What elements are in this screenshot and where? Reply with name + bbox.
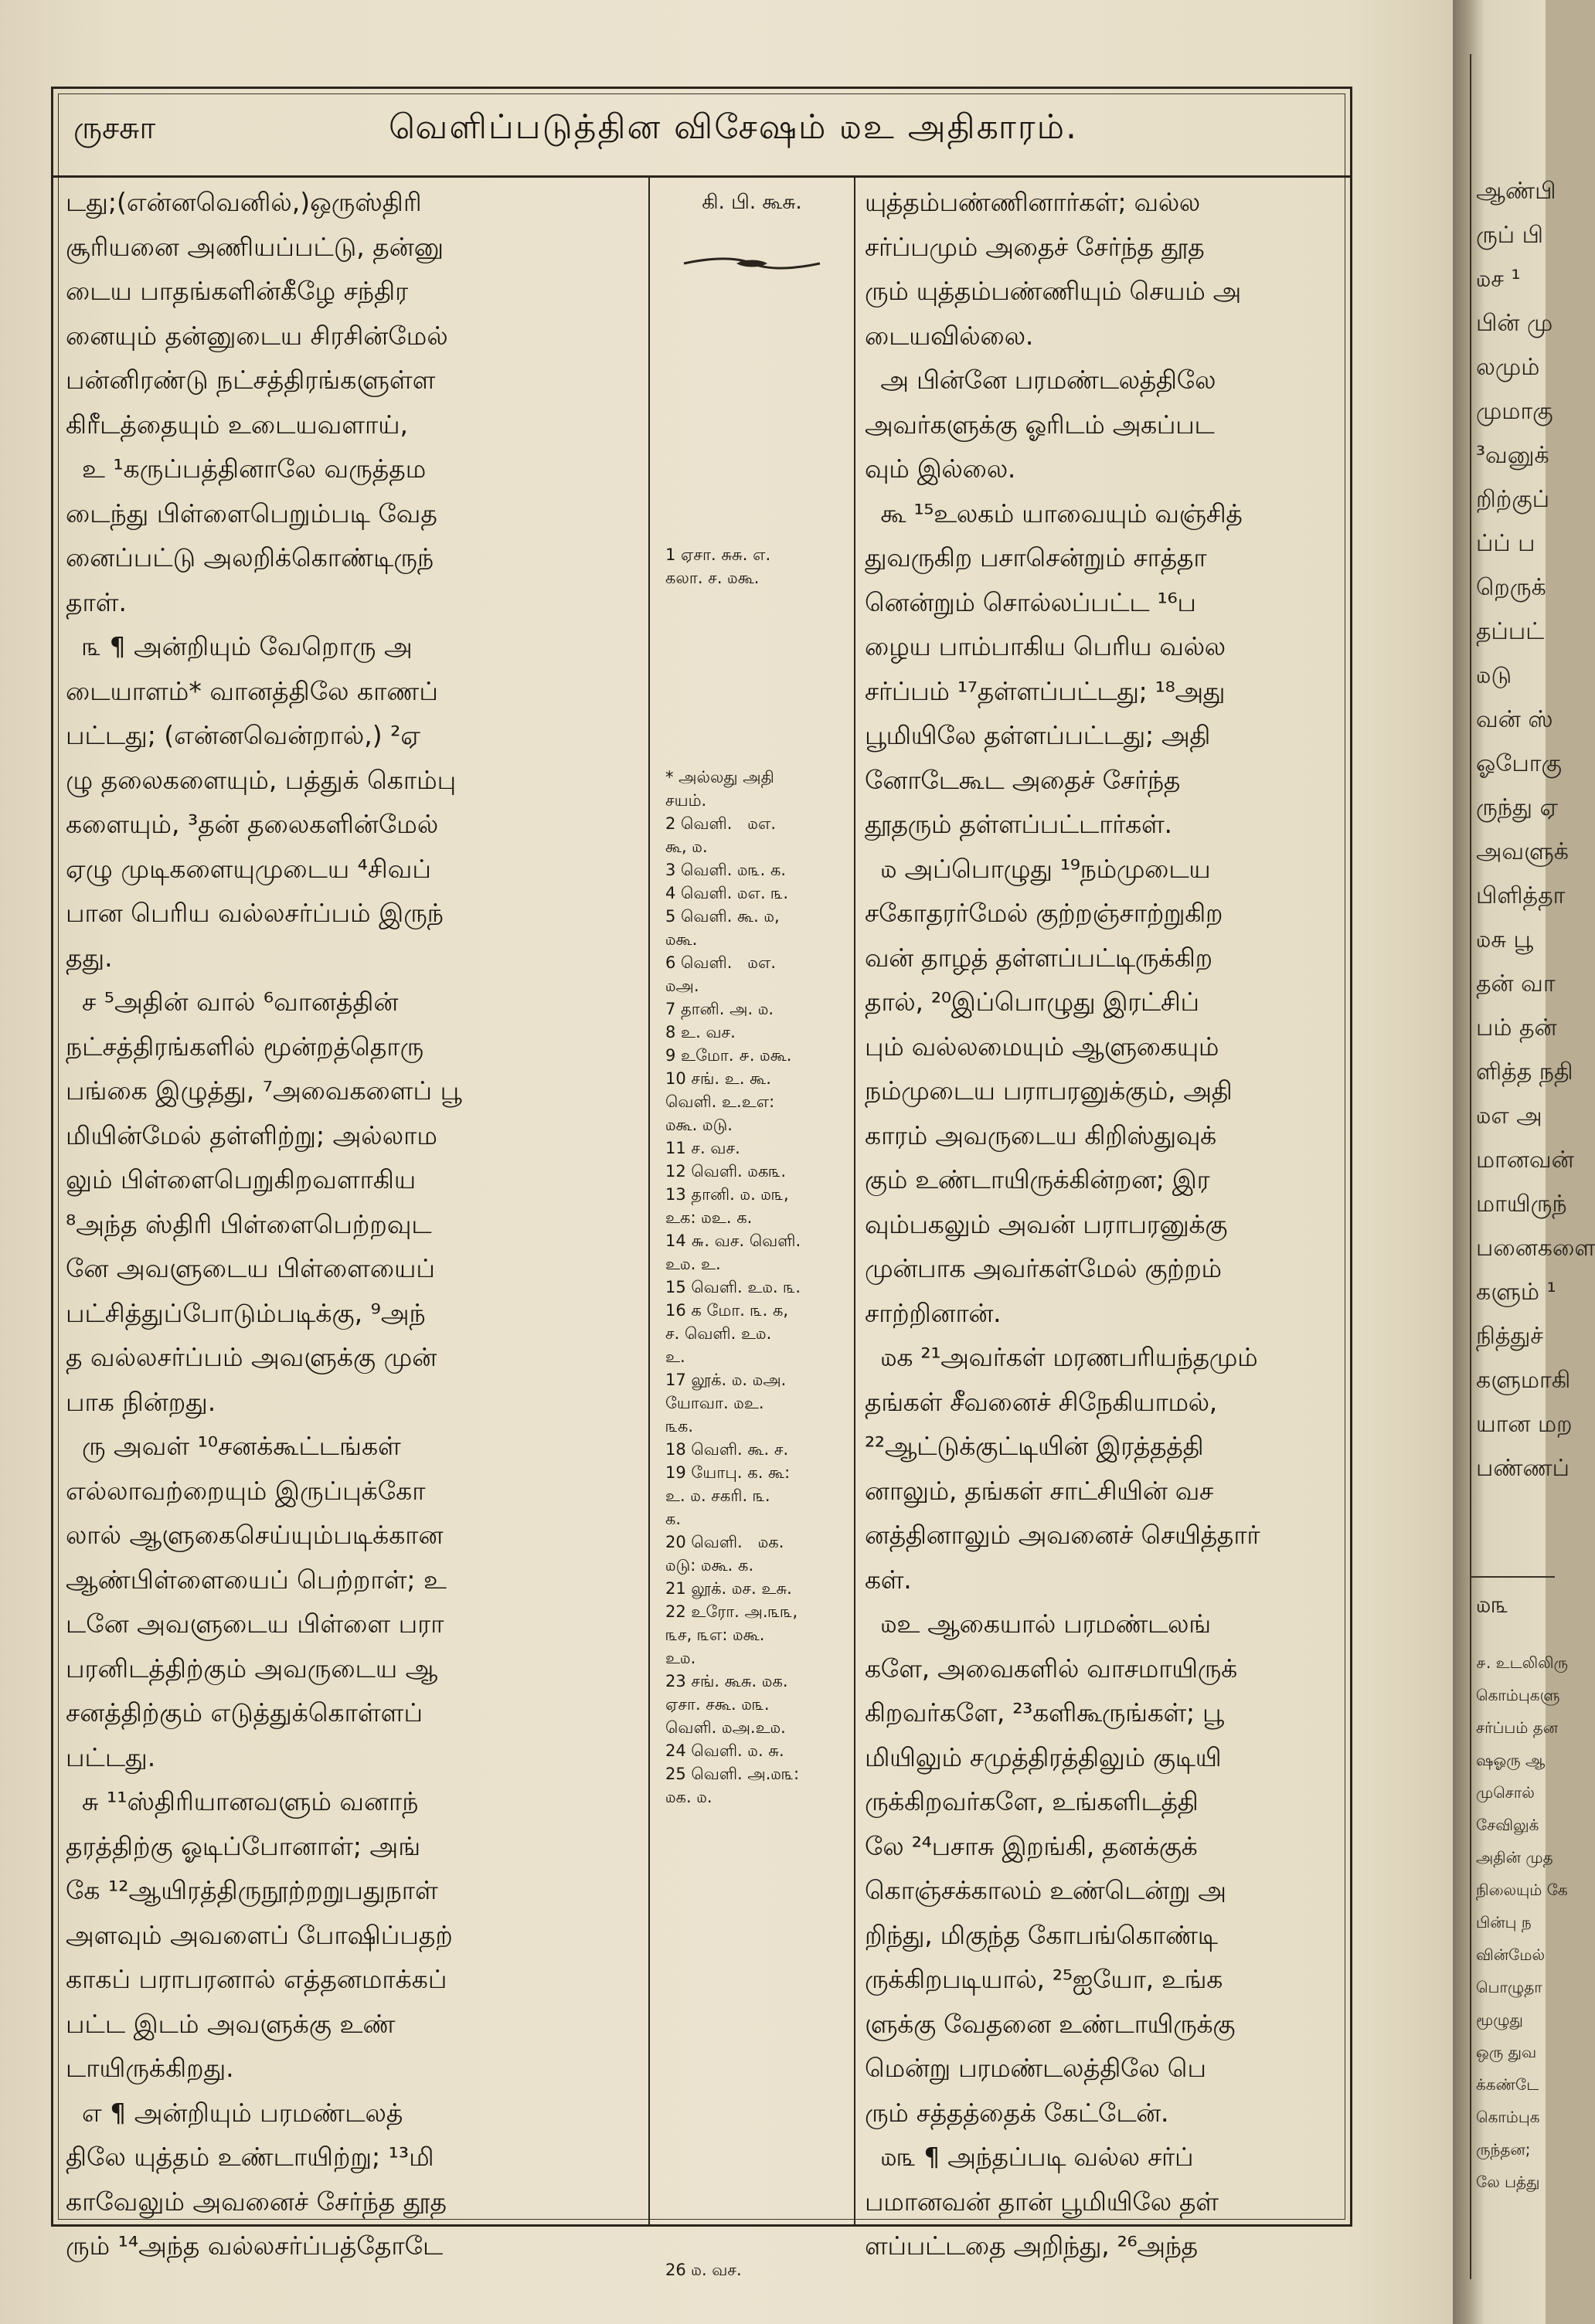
adjacent-page-fragment: பிளித்தா	[1476, 882, 1566, 909]
page-frame	[51, 87, 1352, 2279]
adjacent-page-fragment: றெருக்	[1476, 574, 1546, 601]
adjacent-page-fragment: வன் ஸ்	[1476, 706, 1553, 733]
adjacent-page-fragment: முமாகு	[1476, 398, 1553, 425]
adjacent-page-fragment: யான மற	[1476, 1411, 1573, 1438]
cross-reference-margin	[656, 180, 848, 2279]
adjacent-page-fragment: வின்மேல்	[1476, 1945, 1546, 1964]
adjacent-page-fragment: ளித்த நதி	[1476, 1058, 1573, 1086]
adjacent-page-fragment: கொம்புக	[1476, 2108, 1540, 2126]
column-rule-left	[648, 175, 650, 2224]
right-column-text: யுத்தம்பண்ணினார்கள்; வல்ல சர்ப்பமும் அதைச் சேர்ந்த தூத ரும் யுத்தம்பண்ணியும் செயம் அ டையவில்லை. அ பின்னே பரமண்டலத்திலே அவர்களுக்கு ஓரிடம் அகப்பட வும் இல்லை. கூ ¹⁵உலகம் யாவையும் வஞ்சித் துவருகிற பசாசென்றும் சாத்தா னென்றும் சொல்லப்பட்ட ¹⁶ப ழைய பாம்பாகிய பெரிய வல்ல சர்ப்பம் ¹⁷தள்ளப்பட்டது; ¹⁸அது பூமியிலே தள்ளப்பட்டது; அதி னோடேகூட அதைச் சேர்ந்த தூதரும் தள்ளப்பட்டார்கள். ௰ அப்பொழுது ¹⁹நம்முடைய சகோதரர்மேல் குற்றஞ்சாற்றுகிற வன் தாழத் தள்ளப்பட்டிருக்கிற தால், ²⁰இப்பொழுது இரட்சிப் பும் வல்லமையும் ஆளுகையும் நம்முடைய பராபரனுக்கும், அதி காரம் அவருடைய கிறிஸ்துவுக் கும் உண்டாயிருக்கின்றன; இர வும்பகலும் அவன் பராபரனுக்கு முன்பாக அவர்கள்மேல் குற்றம் சாற்றினான். ௰க ²¹அவர்கள் மரணபரியந்தமும் தங்கள் சீவனைச் சிநேகியாமல், ²²ஆட்டுக்குட்டியின் இரத்தத்தி னாலும், தங்கள் சாட்சியின் வச னத்தினாலும் அவனைச் செயித்தார் கள். ௰உ ஆகையால் பரமண்டலங் களே, அவைகளில் வாசமாயிருக் கிறவர்களே, ²³களிகூருங்கள்; பூ மியிலும் சமுத்திரத்திலும் குடியி ருக்கிறவர்களே, உங்களிடத்தி லே ²⁴பசாசு இறங்கி, தனக்குக் கொஞ்சக்காலம் உண்டென்று அ றிந்து, மிகுந்த கோபங்கொண்டி ருக்கிறபடியால், ²⁵ஐயோ, உங்க ளுக்கு வேதனை உண்டாயிருக்கு மென்று பரமண்டலத்திலே பெ ரும் சத்தத்தைக் கேட்டேன். ௰௩ ¶ அந்தப்படி வல்ல சர்ப் பமானவன் தான் பூமியிலே தள் ளப்பட்டதை அறிந்து, ²⁶அந்த	[865, 187, 1260, 2261]
adjacent-page-fragment: ³வனுக்	[1476, 442, 1549, 469]
margin-date-heading: கி. பி. கூசு.	[702, 191, 802, 214]
adjacent-page-fragment: ௪. உடலிலிரு	[1476, 1653, 1569, 1672]
adjacent-page-rule	[1470, 54, 1471, 2279]
running-header	[53, 89, 1350, 178]
adjacent-page-fragment: அவளுக்	[1476, 838, 1569, 865]
adjacent-page-fragment: ருப் பி	[1476, 222, 1544, 249]
margin-note-1: 1 ஏசா. சுசு. எ. கலா. ச. ௰கூ.	[665, 545, 771, 587]
page-number: ருசசுா	[73, 110, 156, 146]
adjacent-page-fragment: முசொல்	[1476, 1783, 1535, 1802]
adjacent-page-fragment: பனைகளை	[1476, 1235, 1595, 1262]
adjacent-page-fragment: நித்துச்	[1476, 1323, 1544, 1350]
running-title: வெளிப்படுத்தின விசேஷம் ௰உ அதிகாரம்.	[389, 107, 1078, 147]
adjacent-page-edge	[1453, 0, 1595, 2324]
adjacent-page-fragment: லமும்	[1476, 354, 1540, 381]
adjacent-page-fragment: அதின் முத	[1476, 1848, 1553, 1867]
adjacent-page-fragment: மூழுது	[1476, 2010, 1523, 2029]
adjacent-page-fragment: ௰டு	[1476, 662, 1512, 689]
adjacent-page-fragment: மானவன்	[1476, 1147, 1574, 1174]
adjacent-page-fragment: ப்ப் ப	[1476, 530, 1535, 557]
adjacent-page-fragment: பண்ணப்	[1476, 1455, 1569, 1482]
adjacent-page-fragment: சேவிலுக்	[1476, 1816, 1539, 1834]
adjacent-page-fragment: தன் வா	[1476, 970, 1556, 997]
adjacent-page-fragment: ௰சு பூ	[1476, 926, 1533, 953]
margin-note-3: 26 ௰. வச.	[665, 2261, 742, 2279]
adjacent-page-fragment: க்கண்டே	[1476, 2075, 1539, 2094]
adjacent-page-fragment: பொழுதா	[1476, 1978, 1542, 1996]
adjacent-page-fragment: பின் மு	[1476, 310, 1553, 337]
adjacent-page-fragment: நிலையும் கே	[1476, 1881, 1568, 1899]
adjacent-page-fragment: ௰௩	[1476, 1592, 1509, 1619]
adjacent-page-fragment: ருந்து ஏ	[1476, 794, 1558, 821]
column-rule-right	[854, 175, 855, 2224]
adjacent-page-fragment: பம் தன்	[1476, 1014, 1557, 1041]
adjacent-page-fragment: ௰எ அ	[1476, 1103, 1542, 1130]
adjacent-page-fragment: றிற்குப்	[1476, 486, 1550, 513]
left-text-column	[66, 180, 638, 2261]
adjacent-page-fragment: ஓபோகு	[1476, 750, 1562, 777]
ornament-flourish-icon	[682, 254, 821, 273]
adjacent-page-fragment: மாயிருந்	[1476, 1191, 1567, 1218]
adjacent-page-fragment: தப்பட்	[1476, 618, 1545, 645]
adjacent-page-fragment: களும் ¹	[1476, 1279, 1556, 1306]
left-column-text: டது;(என்னவெனில்,)ஒருஸ்திரி சூரியனை அணியப்பட்டு, தன்னு டைய பாதங்களின்கீழே சந்திர னையும் தன்னுடைய சிரசின்மேல் பன்னிரண்டு நட்சத்திரங்களுள்ள கிரீடத்தையும் உடையவளாய், உ ¹கருப்பத்தினாலே வருத்தம டைந்து பிள்ளைபெறும்படி வேத னைப்பட்டு அலறிக்கொண்டிருந் தாள். ௩ ¶ அன்றியும் வேறொரு அ டையாளம்* வானத்திலே காணப் பட்டது; (என்னவென்றால்,) ²ஏ ழு தலைகளையும், பத்துக் கொம்பு களையும், ³தன் தலைகளின்மேல் ஏழு முடிகளையுமுடைய ⁴சிவப் பான பெரிய வல்லசர்ப்பம் இருந் தது. ச ⁵அதின் வால் ⁶வானத்தின் நட்சத்திரங்களில் மூன்றத்தொரு பங்கை இழுத்து, ⁷அவைகளைப் பூ மியின்மேல் தள்ளிற்று; அல்லாம லும் பிள்ளைபெறுகிறவளாகிய ⁸அந்த ஸ்திரி பிள்ளைபெற்றவுட னே அவளுடைய பிள்ளையைப் பட்சித்துப்போடும்படிக்கு, ⁹அந் த வல்லசர்ப்பம் அவளுக்கு முன் பாக நின்றது. ரு அவள் ¹⁰சனக்கூட்டங்கள் எல்லாவற்றையும் இருப்புக்கோ லால் ஆளுகைசெய்யும்படிக்கான ஆண்பிள்ளையைப் பெற்றாள்; உ டனே அவளுடைய பிள்ளை பரா பரனிடத்திற்கும் அவருடைய ஆ சனத்திற்கும் எடுத்துக்கொள்ளப் பட்டது. சு ¹¹ஸ்திரியானவளும் வனாந் தரத்திற்கு ஓடிப்போனாள்; அங் கே ¹²ஆயிரத்திருநூற்றறுபதுநாள் அளவும் அவளைப் போஷிப்பதற் காகப் பராபரனால் எத்தனமாக்கப் பட்ட இடம் அவளுக்கு உண் டாயிருக்கிறது. எ ¶ அன்றியும் பரமண்டலத் திலே யுத்தம் உண்டாயிற்று; ¹³மி காவேலும் அவனைச் சேர்ந்த தூத ரும் ¹⁴அந்த வல்லசர்ப்பத்தோடே	[66, 187, 462, 2261]
adjacent-page-fragment: ஒரு துவ	[1476, 2043, 1537, 2061]
adjacent-page-fragment: கொம்புகளு	[1476, 1686, 1560, 1704]
adjacent-page-fragment: ஆண்பி	[1476, 178, 1556, 205]
adjacent-page-fragment: சர்ப்பம் தன	[1476, 1718, 1559, 1737]
adjacent-page-fragment: களுமாகி	[1476, 1367, 1571, 1394]
adjacent-page-fragment: லே பத்து	[1476, 2173, 1540, 2191]
adjacent-page-fragment: பின்பு ந	[1476, 1913, 1532, 1932]
adjacent-page-fragment: ஷஓரு ஆ	[1476, 1751, 1546, 1769]
adjacent-page-fragment: ௰ச ¹	[1476, 266, 1521, 293]
margin-note-2: * அல்லது அதி சயம். 2 வெளி. ௰எ. கூ, ௰. 3 வெளி. ௰௩. க. 4 வெளி. ௰எ. ௩. 5 வெளி. கூ. ௰, ௰கூ. 6 வெளி. ௰எ. ௰அ. 7 தானி. அ. ௰. 8 உ. வச. 9 உமோ. ௪. ௰கூ. 10 சங். உ. கூ. வெளி. உ.உஎ: ௰கூ. ௰டு. 11 ச. வச. 12 வெளி. ௰க௩. 13 தானி. ௰. ௰௩, உக: ௰உ. க. 14 ௬. வச. வெளி. உ௰. உ. 15 வெளி. உ௰. ௩. 16 க மோ. ௩. க, ச. வெளி. உ௰. உ. 17 லூக். ௰. ௰அ. யோவா. ௰உ. ௩க. 18 வெளி. கூ. ச. 19 யோபு. க. கூ: உ. ௰. சகரி. ௩. க. 20 வெளி. ௰க. ௰டு: ௰கூ. க. 21 லூக். ௰ச. உசு. 22 உரோ. அ.௩௩, ௩ச, ௩எ: ௰கூ. உ௰. 23 சங். கூசு. ௰க. ஏசா. சகூ. ௰௩. வெளி. ௰அ.உ௰. 24 வெளி. ௰. சு. 25 வெளி. அ.௰௩: ௰க. ௰.	[665, 768, 801, 1806]
adjacent-page-fragment: ருந்தன;	[1476, 2140, 1531, 2159]
right-text-column	[865, 180, 1336, 2261]
